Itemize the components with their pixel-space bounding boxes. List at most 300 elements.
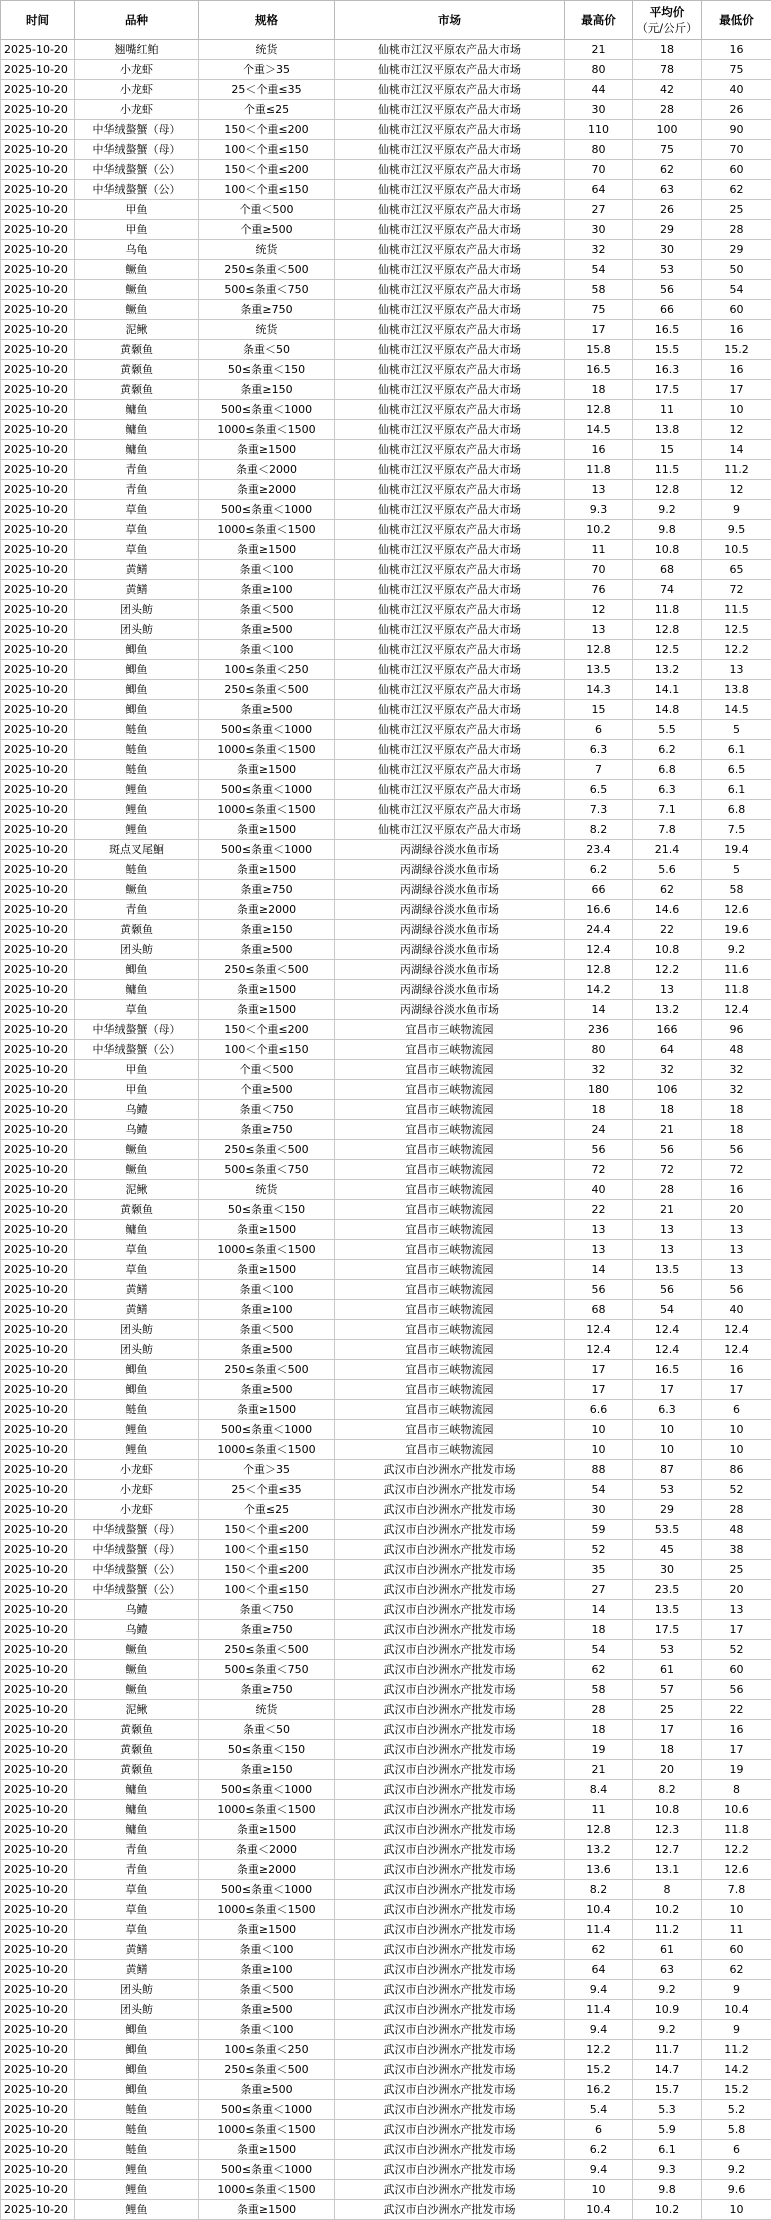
cell-spec: 条重≥2000	[199, 480, 335, 500]
table-row	[1, 980, 771, 1000]
cell-variety: 鲫鱼	[75, 660, 199, 680]
cell-time: 2025-10-20	[1, 540, 75, 560]
cell-time: 2025-10-20	[1, 440, 75, 460]
cell-variety: 鲫鱼	[75, 960, 199, 980]
cell-avg-price: 13.5	[633, 1260, 702, 1280]
cell-market: 仙桃市江汉平原农产品大市场	[335, 720, 565, 740]
cell-variety: 小龙虾	[75, 1500, 199, 1520]
cell-low-price: 7.5	[702, 820, 771, 840]
cell-variety: 乌鳢	[75, 1620, 199, 1640]
cell-time: 2025-10-20	[1, 100, 75, 120]
header-avg-unit: （元/公斤）	[633, 20, 701, 36]
cell-variety: 甲鱼	[75, 220, 199, 240]
cell-variety: 泥鳅	[75, 1700, 199, 1720]
cell-spec: 50≤条重＜150	[199, 1200, 335, 1220]
cell-spec: 个重≤25	[199, 1500, 335, 1520]
cell-market: 宜昌市三峡物流园	[335, 1440, 565, 1460]
table-row	[1, 2060, 771, 2080]
cell-variety: 中华绒螯蟹（母）	[75, 1540, 199, 1560]
cell-high-price: 62	[565, 1940, 633, 1960]
cell-variety: 鳜鱼	[75, 1680, 199, 1700]
cell-low-price: 19	[702, 1760, 771, 1780]
cell-avg-price: 10.8	[633, 940, 702, 960]
cell-spec: 1000≤条重＜1500	[199, 740, 335, 760]
cell-spec: 500≤条重＜750	[199, 280, 335, 300]
cell-market: 仙桃市江汉平原农产品大市场	[335, 600, 565, 620]
cell-time: 2025-10-20	[1, 340, 75, 360]
cell-avg-price: 7.1	[633, 800, 702, 820]
cell-avg-price: 12.4	[633, 1340, 702, 1360]
cell-spec: 条重＜50	[199, 340, 335, 360]
cell-spec: 500≤条重＜1000	[199, 840, 335, 860]
cell-avg-price: 17.5	[633, 380, 702, 400]
table-row	[1, 2040, 771, 2060]
cell-high-price: 10	[565, 1440, 633, 1460]
cell-time: 2025-10-20	[1, 1000, 75, 1020]
cell-spec: 个重＞35	[199, 60, 335, 80]
cell-variety: 乌鳢	[75, 1600, 199, 1620]
cell-variety: 鲢鱼	[75, 720, 199, 740]
cell-spec: 150＜个重≤200	[199, 1560, 335, 1580]
cell-avg-price: 56	[633, 280, 702, 300]
table-row	[1, 860, 771, 880]
cell-market: 仙桃市江汉平原农产品大市场	[335, 740, 565, 760]
table-row	[1, 1180, 771, 1200]
cell-low-price: 19.4	[702, 840, 771, 860]
cell-time: 2025-10-20	[1, 1260, 75, 1280]
cell-spec: 150＜个重≤200	[199, 1020, 335, 1040]
table-row	[1, 2020, 771, 2040]
table-row	[1, 1060, 771, 1080]
cell-time: 2025-10-20	[1, 720, 75, 740]
cell-high-price: 12.8	[565, 640, 633, 660]
cell-time: 2025-10-20	[1, 1880, 75, 1900]
cell-market: 仙桃市江汉平原农产品大市场	[335, 280, 565, 300]
table-row	[1, 1040, 771, 1060]
cell-low-price: 12.5	[702, 620, 771, 640]
table-row	[1, 1620, 771, 1640]
cell-market: 丙湖绿谷淡水鱼市场	[335, 980, 565, 1000]
table-row	[1, 220, 771, 240]
cell-variety: 草鱼	[75, 520, 199, 540]
table-row	[1, 1900, 771, 1920]
table-row	[1, 600, 771, 620]
cell-low-price: 48	[702, 1040, 771, 1060]
cell-low-price: 70	[702, 140, 771, 160]
cell-avg-price: 42	[633, 80, 702, 100]
cell-variety: 鲤鱼	[75, 1440, 199, 1460]
cell-market: 仙桃市江汉平原农产品大市场	[335, 360, 565, 380]
cell-high-price: 6.6	[565, 1400, 633, 1420]
cell-time: 2025-10-20	[1, 1820, 75, 1840]
table-row	[1, 340, 771, 360]
table-row	[1, 1780, 771, 1800]
cell-spec: 条重＜100	[199, 640, 335, 660]
cell-avg-price: 53	[633, 1640, 702, 1660]
cell-spec: 条重≥500	[199, 1340, 335, 1360]
cell-spec: 条重≥2000	[199, 900, 335, 920]
cell-variety: 团头鲂	[75, 600, 199, 620]
cell-high-price: 9.4	[565, 1980, 633, 2000]
cell-low-price: 9.5	[702, 520, 771, 540]
cell-low-price: 60	[702, 160, 771, 180]
table-row	[1, 1700, 771, 1720]
cell-time: 2025-10-20	[1, 1040, 75, 1060]
cell-market: 宜昌市三峡物流园	[335, 1180, 565, 1200]
cell-variety: 团头鲂	[75, 620, 199, 640]
cell-low-price: 11.8	[702, 980, 771, 1000]
cell-spec: 个重≥500	[199, 1080, 335, 1100]
cell-time: 2025-10-20	[1, 1960, 75, 1980]
cell-avg-price: 10.2	[633, 1900, 702, 1920]
cell-market: 仙桃市江汉平原农产品大市场	[335, 800, 565, 820]
cell-low-price: 6	[702, 1400, 771, 1420]
cell-time: 2025-10-20	[1, 60, 75, 80]
cell-spec: 个重＜500	[199, 200, 335, 220]
table-row	[1, 1600, 771, 1620]
cell-variety: 青鱼	[75, 460, 199, 480]
cell-time: 2025-10-20	[1, 320, 75, 340]
table-row	[1, 400, 771, 420]
table-row	[1, 960, 771, 980]
cell-high-price: 59	[565, 1520, 633, 1540]
cell-variety: 中华绒螯蟹（母）	[75, 140, 199, 160]
cell-spec: 1000≤条重＜1500	[199, 1900, 335, 1920]
cell-high-price: 13.5	[565, 660, 633, 680]
cell-avg-price: 62	[633, 160, 702, 180]
cell-variety: 中华绒螯蟹（公）	[75, 160, 199, 180]
cell-variety: 小龙虾	[75, 1480, 199, 1500]
cell-high-price: 27	[565, 1580, 633, 1600]
cell-high-price: 56	[565, 1140, 633, 1160]
cell-low-price: 48	[702, 1520, 771, 1540]
cell-variety: 鲤鱼	[75, 800, 199, 820]
cell-high-price: 10.4	[565, 1900, 633, 1920]
cell-variety: 草鱼	[75, 1240, 199, 1260]
cell-variety: 鲤鱼	[75, 780, 199, 800]
cell-spec: 统货	[199, 40, 335, 60]
cell-market: 仙桃市江汉平原农产品大市场	[335, 500, 565, 520]
cell-high-price: 23.4	[565, 840, 633, 860]
table-row	[1, 500, 771, 520]
cell-market: 武汉市白沙洲水产批发市场	[335, 1960, 565, 1980]
cell-low-price: 58	[702, 880, 771, 900]
cell-market: 仙桃市江汉平原农产品大市场	[335, 240, 565, 260]
table-row	[1, 180, 771, 200]
cell-spec: 条重≥500	[199, 940, 335, 960]
cell-spec: 条重＜100	[199, 560, 335, 580]
cell-high-price: 9.4	[565, 2020, 633, 2040]
cell-variety: 草鱼	[75, 1880, 199, 1900]
cell-time: 2025-10-20	[1, 1840, 75, 1860]
cell-avg-price: 9.2	[633, 2020, 702, 2040]
cell-avg-price: 45	[633, 1540, 702, 1560]
cell-low-price: 6.1	[702, 740, 771, 760]
cell-variety: 鲫鱼	[75, 2020, 199, 2040]
cell-variety: 鲤鱼	[75, 1420, 199, 1440]
cell-spec: 条重≥500	[199, 620, 335, 640]
cell-avg-price: 166	[633, 1020, 702, 1040]
cell-low-price: 13.8	[702, 680, 771, 700]
cell-avg-price: 14.7	[633, 2060, 702, 2080]
table-row	[1, 80, 771, 100]
cell-market: 武汉市白沙洲水产批发市场	[335, 1840, 565, 1860]
cell-avg-price: 12.8	[633, 620, 702, 640]
table-header-row	[1, 1, 771, 40]
cell-spec: 条重≥1500	[199, 980, 335, 1000]
cell-low-price: 40	[702, 80, 771, 100]
cell-variety: 鲤鱼	[75, 2160, 199, 2180]
cell-avg-price: 74	[633, 580, 702, 600]
cell-market: 仙桃市江汉平原农产品大市场	[335, 680, 565, 700]
cell-high-price: 80	[565, 1040, 633, 1060]
table-row	[1, 1940, 771, 1960]
cell-avg-price: 21	[633, 1200, 702, 1220]
cell-spec: 条重≥750	[199, 1620, 335, 1640]
cell-avg-price: 14.6	[633, 900, 702, 920]
cell-low-price: 6.5	[702, 760, 771, 780]
cell-variety: 草鱼	[75, 500, 199, 520]
cell-spec: 500≤条重＜750	[199, 1160, 335, 1180]
cell-market: 武汉市白沙洲水产批发市场	[335, 1880, 565, 1900]
cell-avg-price: 12.5	[633, 640, 702, 660]
cell-low-price: 29	[702, 240, 771, 260]
cell-spec: 条重≥500	[199, 2000, 335, 2020]
cell-time: 2025-10-20	[1, 1980, 75, 2000]
cell-low-price: 11.8	[702, 1820, 771, 1840]
cell-low-price: 56	[702, 1140, 771, 1160]
cell-time: 2025-10-20	[1, 700, 75, 720]
cell-time: 2025-10-20	[1, 2180, 75, 2200]
cell-avg-price: 29	[633, 1500, 702, 1520]
cell-market: 仙桃市江汉平原农产品大市场	[335, 640, 565, 660]
table-row	[1, 1860, 771, 1880]
cell-variety: 鲢鱼	[75, 2100, 199, 2120]
cell-time: 2025-10-20	[1, 400, 75, 420]
cell-high-price: 11	[565, 1800, 633, 1820]
cell-variety: 中华绒螯蟹（公）	[75, 1560, 199, 1580]
cell-variety: 小龙虾	[75, 1460, 199, 1480]
cell-market: 武汉市白沙洲水产批发市场	[335, 2100, 565, 2120]
cell-time: 2025-10-20	[1, 820, 75, 840]
cell-spec: 100＜个重≤150	[199, 180, 335, 200]
cell-variety: 鳙鱼	[75, 1820, 199, 1840]
cell-spec: 1000≤条重＜1500	[199, 2120, 335, 2140]
cell-spec: 100≤条重＜250	[199, 660, 335, 680]
cell-avg-price: 6.1	[633, 2140, 702, 2160]
cell-avg-price: 63	[633, 180, 702, 200]
cell-avg-price: 21.4	[633, 840, 702, 860]
cell-low-price: 12.4	[702, 1320, 771, 1340]
cell-spec: 条重≥750	[199, 300, 335, 320]
cell-time: 2025-10-20	[1, 2060, 75, 2080]
cell-variety: 青鱼	[75, 900, 199, 920]
cell-market: 仙桃市江汉平原农产品大市场	[335, 540, 565, 560]
cell-variety: 鳙鱼	[75, 980, 199, 1000]
cell-avg-price: 10.9	[633, 2000, 702, 2020]
cell-variety: 斑点叉尾鮰	[75, 840, 199, 860]
table-row	[1, 1460, 771, 1480]
cell-spec: 统货	[199, 240, 335, 260]
cell-high-price: 8.2	[565, 1880, 633, 1900]
cell-high-price: 24.4	[565, 920, 633, 940]
cell-market: 武汉市白沙洲水产批发市场	[335, 1580, 565, 1600]
cell-spec: 条重＜500	[199, 1980, 335, 2000]
cell-avg-price: 14.1	[633, 680, 702, 700]
cell-time: 2025-10-20	[1, 800, 75, 820]
cell-time: 2025-10-20	[1, 1640, 75, 1660]
header-variety: 品种	[75, 1, 199, 40]
cell-variety: 团头鲂	[75, 940, 199, 960]
cell-time: 2025-10-20	[1, 580, 75, 600]
table-row	[1, 1680, 771, 1700]
cell-avg-price: 72	[633, 1160, 702, 1180]
cell-low-price: 72	[702, 580, 771, 600]
table-row	[1, 1000, 771, 1020]
cell-high-price: 12.4	[565, 1320, 633, 1340]
cell-time: 2025-10-20	[1, 1240, 75, 1260]
cell-spec: 条重≥2000	[199, 1860, 335, 1880]
cell-high-price: 30	[565, 220, 633, 240]
cell-low-price: 12	[702, 420, 771, 440]
cell-time: 2025-10-20	[1, 2200, 75, 2220]
cell-high-price: 15	[565, 700, 633, 720]
table-row	[1, 1380, 771, 1400]
cell-variety: 鲫鱼	[75, 640, 199, 660]
cell-high-price: 56	[565, 1280, 633, 1300]
cell-market: 仙桃市江汉平原农产品大市场	[335, 320, 565, 340]
cell-variety: 鳜鱼	[75, 880, 199, 900]
cell-high-price: 22	[565, 1200, 633, 1220]
cell-high-price: 17	[565, 1380, 633, 1400]
cell-high-price: 13.6	[565, 1860, 633, 1880]
cell-variety: 黄鳝	[75, 1280, 199, 1300]
table-row	[1, 1580, 771, 1600]
cell-spec: 条重＜100	[199, 1280, 335, 1300]
table-row	[1, 1080, 771, 1100]
table-row	[1, 1960, 771, 1980]
cell-high-price: 19	[565, 1740, 633, 1760]
cell-low-price: 56	[702, 1280, 771, 1300]
cell-avg-price: 12.8	[633, 480, 702, 500]
cell-low-price: 11	[702, 1920, 771, 1940]
header-market: 市场	[335, 1, 565, 40]
cell-high-price: 27	[565, 200, 633, 220]
cell-variety: 鳜鱼	[75, 260, 199, 280]
cell-low-price: 20	[702, 1200, 771, 1220]
cell-high-price: 40	[565, 1180, 633, 1200]
cell-avg-price: 10.2	[633, 2200, 702, 2220]
cell-variety: 小龙虾	[75, 100, 199, 120]
cell-time: 2025-10-20	[1, 1460, 75, 1480]
cell-low-price: 20	[702, 1580, 771, 1600]
cell-high-price: 14	[565, 1260, 633, 1280]
cell-market: 武汉市白沙洲水产批发市场	[335, 2060, 565, 2080]
cell-low-price: 16	[702, 360, 771, 380]
cell-low-price: 16	[702, 320, 771, 340]
cell-high-price: 68	[565, 1300, 633, 1320]
cell-market: 宜昌市三峡物流园	[335, 1300, 565, 1320]
cell-time: 2025-10-20	[1, 1500, 75, 1520]
cell-time: 2025-10-20	[1, 1360, 75, 1380]
cell-spec: 50≤条重＜150	[199, 360, 335, 380]
cell-low-price: 17	[702, 1380, 771, 1400]
cell-avg-price: 10.8	[633, 540, 702, 560]
cell-low-price: 60	[702, 1660, 771, 1680]
cell-time: 2025-10-20	[1, 920, 75, 940]
table-body	[1, 40, 771, 2220]
cell-avg-price: 54	[633, 1300, 702, 1320]
cell-low-price: 15.2	[702, 340, 771, 360]
cell-variety: 团头鲂	[75, 1320, 199, 1340]
header-spec: 规格	[199, 1, 335, 40]
cell-time: 2025-10-20	[1, 1900, 75, 1920]
cell-market: 仙桃市江汉平原农产品大市场	[335, 120, 565, 140]
cell-avg-price: 9.2	[633, 1980, 702, 2000]
cell-spec: 250≤条重＜500	[199, 960, 335, 980]
cell-spec: 150＜个重≤200	[199, 120, 335, 140]
table-row	[1, 520, 771, 540]
cell-variety: 鳜鱼	[75, 280, 199, 300]
cell-variety: 黄颡鱼	[75, 380, 199, 400]
cell-avg-price: 8	[633, 1880, 702, 1900]
cell-avg-price: 61	[633, 1940, 702, 1960]
cell-time: 2025-10-20	[1, 1600, 75, 1620]
cell-high-price: 70	[565, 160, 633, 180]
cell-low-price: 14.2	[702, 2060, 771, 2080]
cell-market: 仙桃市江汉平原农产品大市场	[335, 40, 565, 60]
cell-spec: 150＜个重≤200	[199, 1520, 335, 1540]
cell-spec: 条重≥1500	[199, 820, 335, 840]
cell-time: 2025-10-20	[1, 1780, 75, 1800]
cell-time: 2025-10-20	[1, 300, 75, 320]
cell-spec: 250≤条重＜500	[199, 680, 335, 700]
cell-avg-price: 28	[633, 100, 702, 120]
cell-high-price: 76	[565, 580, 633, 600]
cell-avg-price: 16.5	[633, 1360, 702, 1380]
cell-high-price: 14.3	[565, 680, 633, 700]
cell-avg-price: 12.2	[633, 960, 702, 980]
cell-market: 丙湖绿谷淡水鱼市场	[335, 920, 565, 940]
cell-time: 2025-10-20	[1, 180, 75, 200]
cell-avg-price: 17.5	[633, 1620, 702, 1640]
cell-variety: 中华绒螯蟹（母）	[75, 120, 199, 140]
cell-high-price: 64	[565, 180, 633, 200]
cell-low-price: 54	[702, 280, 771, 300]
cell-variety: 黄鳝	[75, 580, 199, 600]
cell-low-price: 13	[702, 1220, 771, 1240]
cell-avg-price: 17	[633, 1380, 702, 1400]
cell-variety: 黄鳝	[75, 1960, 199, 1980]
table-row	[1, 1260, 771, 1280]
cell-variety: 草鱼	[75, 540, 199, 560]
cell-high-price: 9.3	[565, 500, 633, 520]
cell-high-price: 88	[565, 1460, 633, 1480]
cell-low-price: 10.4	[702, 2000, 771, 2020]
cell-high-price: 12.8	[565, 1820, 633, 1840]
cell-market: 宜昌市三峡物流园	[335, 1120, 565, 1140]
cell-time: 2025-10-20	[1, 960, 75, 980]
cell-time: 2025-10-20	[1, 1200, 75, 1220]
table-row	[1, 1500, 771, 1520]
cell-variety: 乌龟	[75, 240, 199, 260]
cell-variety: 黄颡鱼	[75, 920, 199, 940]
cell-low-price: 16	[702, 1180, 771, 1200]
cell-variety: 中华绒螯蟹（公）	[75, 180, 199, 200]
cell-avg-price: 5.5	[633, 720, 702, 740]
cell-variety: 小龙虾	[75, 60, 199, 80]
cell-high-price: 30	[565, 1500, 633, 1520]
